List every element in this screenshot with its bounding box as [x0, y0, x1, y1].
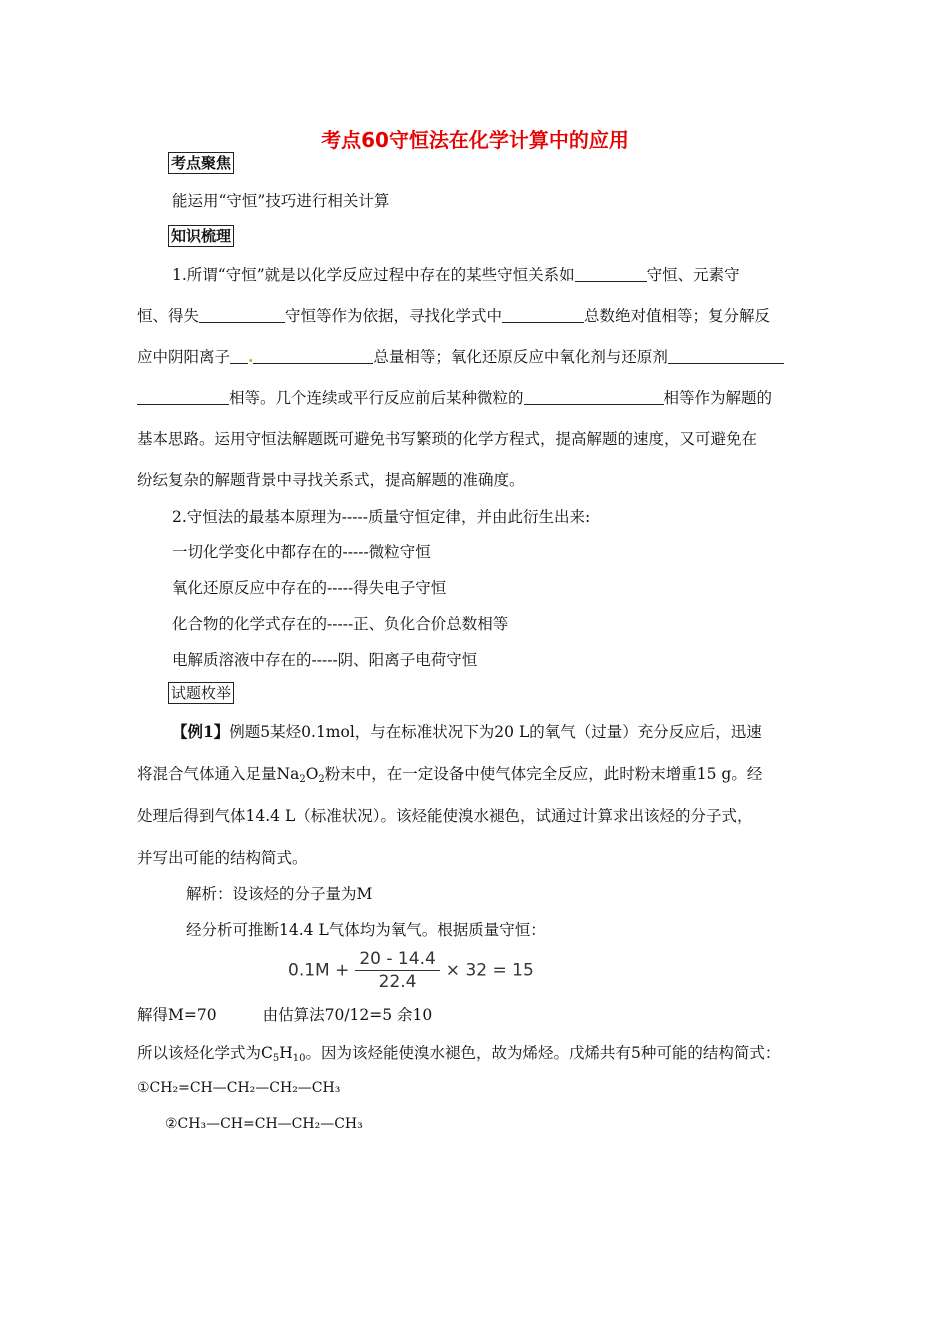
para2-line4: 化合物的化学式存在的-----正、负化合价总数相等 [172, 615, 509, 633]
para2-line5: 电解质溶液中存在的-----阴、阳离子电荷守恒 [172, 651, 478, 669]
example1-line1: 【例1】例题5某烃0.1mol，与在标准状况下为20 L的氧气（过量）充分反应后，迅速 [172, 722, 762, 741]
para1-line6: 纷纭复杂的解题背景中寻找关系式，提高解题的准确度。 [137, 471, 525, 489]
para2-line1: 2.守恒法的最基本原理为-----质量守恒定律，并由此衍生出来: [172, 508, 591, 526]
para2-line2: 一切化学变化中都存在的-----微粒守恒 [172, 543, 431, 561]
para1-line3: 应中阴阳离子 . 总量相等；氧化还原反应中氧化剂与还原剂 [137, 345, 784, 367]
para1-line4: 相等。几个连续或平行反应前后某种微粒的 相等作为解题的 [137, 386, 772, 408]
para1-line1: 1.所谓“守恒”就是以化学反应过程中存在的某些守恒关系如 守恒、元素守 [172, 266, 740, 284]
section-heading-examples: 试题枚举 [168, 682, 234, 704]
example1-line3: 处理后得到气体14.4 L（标准状况）。该烃能使溴水褪色，试通过计算求出该烃的分子式， [137, 807, 753, 825]
structure-2: ②CH₃—CH=CH—CH₂—CH₃ [165, 1116, 363, 1132]
example1-line4: 并写出可能的结构简式。 [137, 849, 308, 867]
para2-line3: 氧化还原反应中存在的-----得失电子守恒 [172, 579, 447, 597]
section-heading-knowledge: 知识梳理 [168, 225, 234, 247]
analysis-line2: 经分析可推断14.4 L气体均为氧气。根据质量守恒： [186, 921, 546, 939]
section-heading-focus: 考点聚焦 [168, 152, 234, 174]
solve-line: 解得M=70 由估算法70/12=5 余10 [137, 1006, 433, 1024]
para1-line5: 基本思路。运用守恒法解题既可避免书写繁琐的化学方程式，提高解题的速度，又可避免在 [137, 430, 758, 448]
conclusion-line: 所以该烃化学式为$C_5H_{10}$。因为该烃能使溴水褪色，故为烯烃。戊烯共有5种可能的结构简式： [137, 1044, 781, 1064]
para1-line2: 恒、得失 守恒等作为依据，寻找化学式中 总数绝对值相等；复分解反 [137, 307, 771, 325]
example1-line2: 将混合气体通入足量$Na_2O_2$粉末中，在一定设备中使气体完全反应，此时粉末增重15 g。经 [137, 765, 763, 785]
analysis-line1: 解析：设该烃的分子量为M [186, 885, 373, 903]
mass-balance-equation: 0.1M + $\frac{20 - 14.4}{22.4}$ × 32 = 15 [288, 949, 534, 992]
page-title: 考点60守恒法在化学计算中的应用 [321, 128, 629, 152]
structure-1: ①CH₂=CH—CH₂—CH₂—CH₃ [137, 1080, 341, 1096]
focus-text: 能运用“守恒”技巧进行相关计算 [172, 192, 390, 210]
